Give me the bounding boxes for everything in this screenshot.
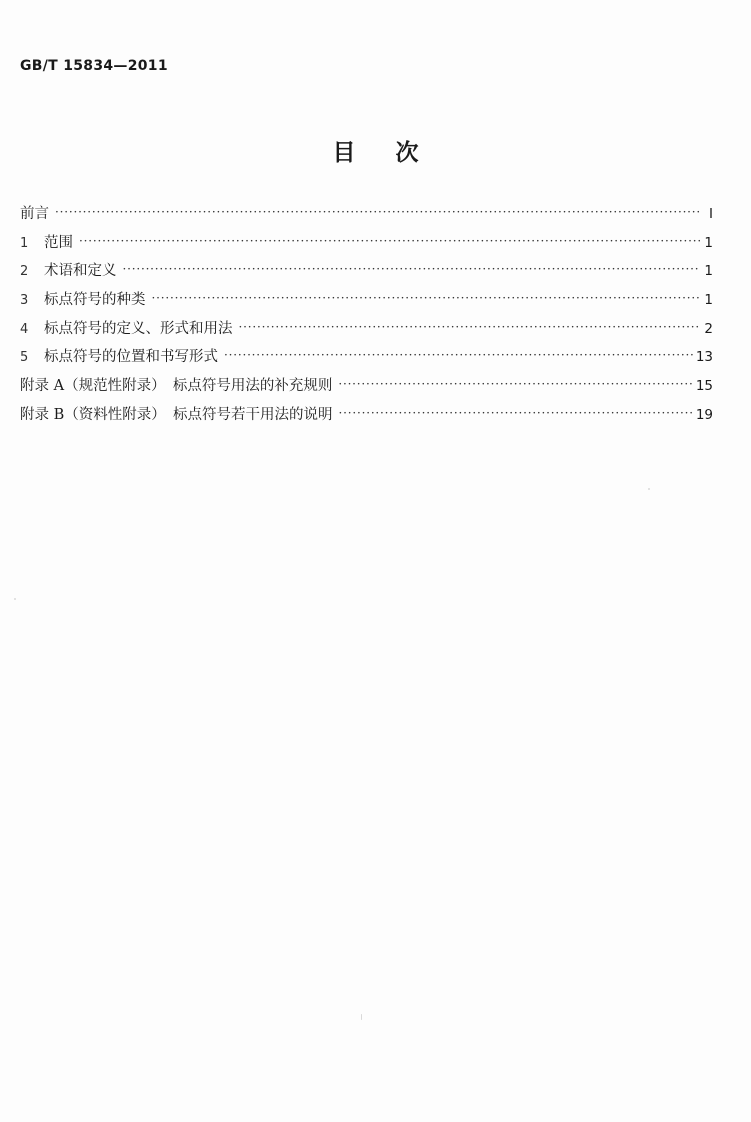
toc-entry-3[interactable] [20,290,713,319]
scan-speck [361,1014,362,1020]
toc-leader-dots [239,317,701,337]
scan-speck [648,488,650,490]
toc-entry-number: 1 [20,235,29,251]
toc-entry-page: 1 [704,234,713,251]
toc-entry-page: 15 [695,378,713,395]
toc-entry-page: 13 [695,349,713,366]
toc-leader-dots [79,231,700,251]
toc-entry-appendix-b[interactable] [20,405,713,434]
toc-entry-number: 2 [20,264,29,280]
table-of-contents [20,204,713,434]
toc-entry-label: 标点符号的定义、形式和用法 [44,320,233,337]
toc-leader-dots [55,202,700,222]
toc-entry-page: 2 [704,320,713,337]
toc-entry-appendix-a[interactable] [20,376,713,405]
toc-entry-page: 1 [704,263,713,280]
toc-entry-2[interactable] [20,261,713,290]
toc-entry-label: 标点符号的种类 [44,292,146,309]
toc-leader-dots [123,259,701,279]
toc-entry-label: 范围 [44,234,73,251]
toc-leader-dots [152,288,701,308]
toc-entry-label: 附录 A（规范性附录） 标点符号用法的补充规则 [20,378,333,395]
toc-entry-foreword[interactable] [20,204,713,233]
toc-leader-dots [224,345,693,365]
toc-entry-number: 4 [20,321,29,337]
toc-entry-label: 术语和定义 [44,263,117,280]
title-part-1: 目 [332,140,356,166]
toc-entry-number: 3 [20,293,29,309]
toc-entry-label: 标点符号的位置和书写形式 [44,349,218,366]
toc-entry-number: 5 [20,350,29,366]
toc-entry-5[interactable] [20,347,713,376]
page-title [0,134,751,167]
toc-entry-label: 前言 [20,206,49,222]
title-part-2: 次 [395,140,419,166]
toc-leader-dots [338,374,692,394]
toc-entry-1[interactable] [20,233,713,262]
toc-entry-page: Ⅰ [709,206,713,222]
toc-entry-label: 附录 B（资料性附录） 标点符号若干用法的说明 [20,406,333,423]
scan-speck [14,598,16,600]
toc-entry-page: 1 [704,292,713,309]
toc-leader-dots [339,403,693,423]
toc-entry-4[interactable] [20,319,713,348]
document-id: GB/T 15834—2011 [20,58,168,74]
toc-entry-page: 19 [695,406,713,423]
